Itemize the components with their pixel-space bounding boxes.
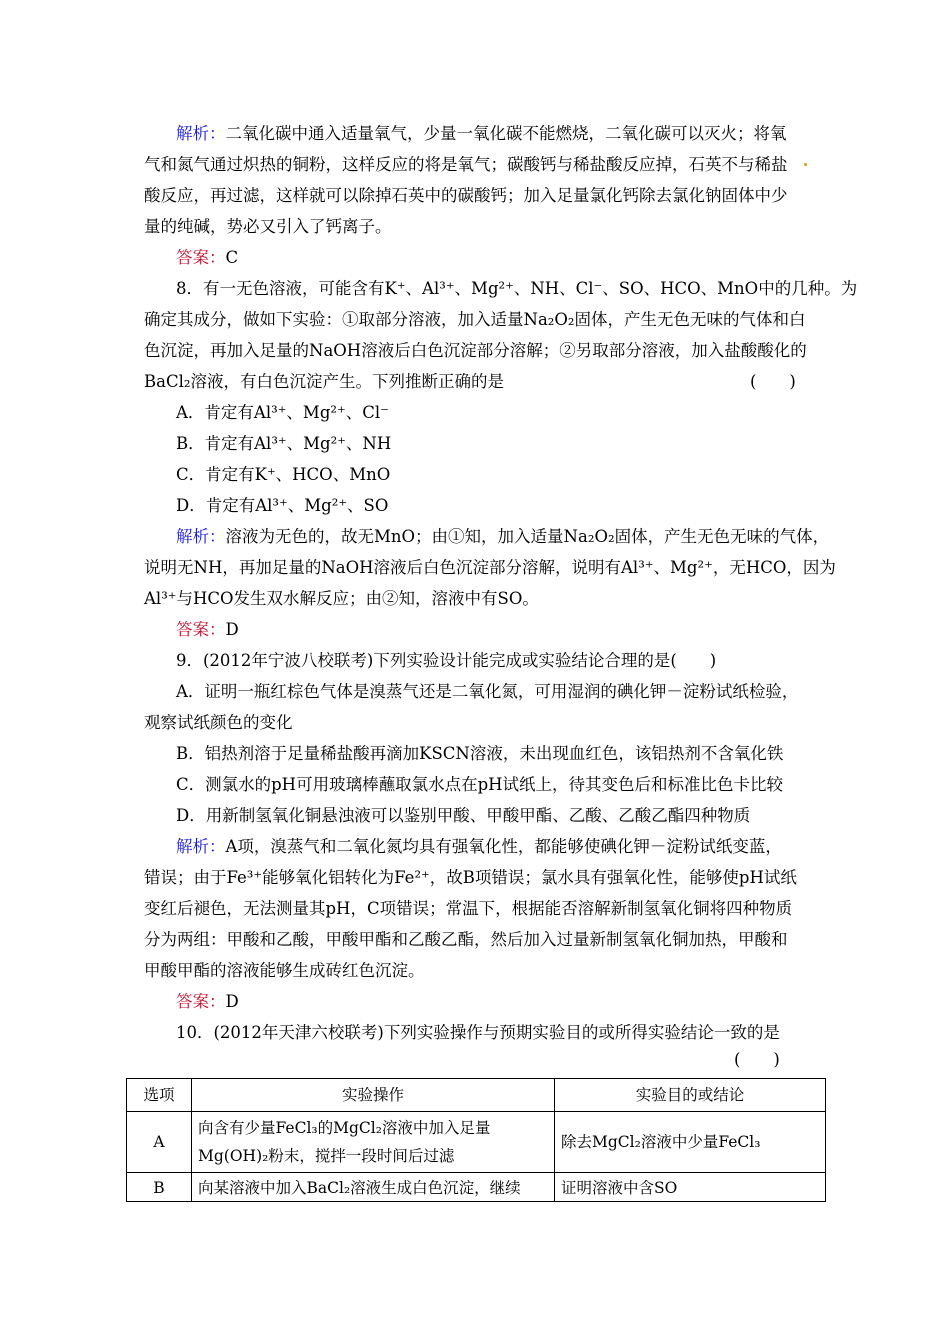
- q9-stem: 9．(2012年宁波八校联考)下列实验设计能完成或实验结论合理的是( ): [176, 651, 717, 670]
- q7-analysis-line-3: 酸反应，再过滤，这样就可以除掉石英中的碳酸钙；加入足量氯化钙除去氯化钠固体中少: [144, 186, 788, 205]
- q8-option-c: C．肯定有K⁺、HCO、MnO: [176, 465, 391, 484]
- q8-option-a: A．肯定有Al³⁺、Mg²⁺、Cl⁻: [176, 403, 389, 422]
- table-cell-conclusion: 除去MgCl₂溶液中少量FeCl₃: [555, 1112, 826, 1173]
- table-header-option: 选项: [127, 1079, 192, 1112]
- decorative-dot: [804, 163, 807, 166]
- q9-analysis-line-3: 变红后褪色，无法测量其pH，C项错误；常温下，根据能否溶解新制氢氧化铜将四种物质: [144, 899, 793, 918]
- operation-line: 向某溶液中加入BaCl₂溶液生成白色沉淀，继续: [198, 1179, 521, 1197]
- operation-line: 向含有少量FeCl₃的MgCl₂溶液中加入足量: [198, 1119, 491, 1137]
- q7-analysis-line-2: 气和氮气通过炽热的铜粉，这样反应的将是氧气；碳酸钙与稀盐酸反应掉，石英不与稀盐: [144, 155, 788, 174]
- operation-line: Mg(OH)₂粉末，搅拌一段时间后过滤: [198, 1147, 455, 1165]
- q8-option-d: D．肯定有Al³⁺、Mg²⁺、SO: [176, 496, 389, 515]
- q9-analysis-line-2: 错误；由于Fe³⁺能够氧化铝转化为Fe²⁺，故B项错误；氯水具有强氧化性，能够使pH试纸: [144, 868, 797, 887]
- q8-answer-paren: ( ): [750, 372, 796, 391]
- answer-label: 答案：: [176, 620, 226, 639]
- q9-option-c: C．测氯水的pH可用玻璃棒蘸取氯水点在pH试纸上，待其变色后和标准比色卡比较: [176, 775, 784, 794]
- answer-label: 答案：: [176, 992, 226, 1011]
- q8-option-b: B．肯定有Al³⁺、Mg²⁺、NH: [176, 434, 392, 453]
- q8-analysis-line-3: Al³⁺与HCO发生双水解反应；由②知，溶液中有SO。: [144, 589, 539, 608]
- table-header-operation: 实验操作: [192, 1079, 555, 1112]
- q9-analysis-line-4: 分为两组：甲酸和乙酸，甲酸甲酯和乙酸乙酯，然后加入过量新制氢氧化铜加热，甲酸和: [144, 930, 788, 949]
- q8-stem-line-4: BaCl₂溶液，有白色沉淀产生。下列推断正确的是: [144, 372, 504, 391]
- q10-table: [126, 1078, 826, 1202]
- q10-answer-paren: ( ): [734, 1050, 780, 1069]
- table-row: [127, 1112, 826, 1173]
- table-cell-option: B: [127, 1173, 192, 1202]
- q8-analysis-line-2: 说明无NH，再加足量的NaOH溶液后白色沉淀部分溶解，说明有Al³⁺、Mg²⁺，无HCO，因为: [144, 558, 836, 577]
- table-cell-option: A: [127, 1112, 192, 1173]
- q9-option-a-line-1: A．证明一瓶红棕色气体是溴蒸气还是二氧化氮，可用湿润的碘化钾－淀粉试纸检验，: [176, 682, 799, 701]
- q8-answer: 答案：D: [176, 620, 239, 639]
- table-header-conclusion: 实验目的或结论: [555, 1079, 826, 1112]
- q8-stem-line-3: 色沉淀，再加入足量的NaOH溶液后白色沉淀部分溶解；②另取部分溶液，加入盐酸酸化的: [144, 341, 807, 360]
- q8-stem-line-2: 确定其成分，做如下实验：①取部分溶液，加入适量Na₂O₂固体，产生无色无味的气体和白: [144, 310, 806, 329]
- table-cell-operation: [192, 1112, 555, 1173]
- analysis-label: 解析：: [176, 124, 226, 143]
- q8-stem-line-1: 8．有一无色溶液，可能含有K⁺、Al³⁺、Mg²⁺、NH、Cl⁻、SO、HCO、MnO中的几种。为: [176, 279, 858, 298]
- table-row: [127, 1173, 826, 1202]
- table-header-row: [127, 1079, 826, 1112]
- q9-option-d: D．用新制氢氧化铜悬浊液可以鉴别甲酸、甲酸甲酯、乙酸、乙酸乙酯四种物质: [176, 806, 751, 825]
- analysis-label: 解析：: [176, 837, 226, 856]
- q9-option-b: B．铝热剂溶于足量稀盐酸再滴加KSCN溶液，未出现血红色，该铝热剂不含氧化铁: [176, 744, 784, 763]
- q9-answer: 答案：D: [176, 992, 239, 1011]
- q9-analysis-line-5: 甲酸甲酯的溶液能够生成砖红色沉淀。: [144, 961, 425, 980]
- analysis-label: 解析：: [176, 527, 226, 546]
- q9-option-a-line-2: 观察试纸颜色的变化: [144, 713, 293, 732]
- q7-answer: 答案：C: [176, 248, 239, 267]
- table-cell-conclusion: 证明溶液中含SO: [555, 1173, 826, 1202]
- q8-analysis-line-1: 解析：溶液为无色的，故无MnO；由①知，加入适量Na₂O₂固体，产生无色无味的气体，: [176, 527, 830, 546]
- table-cell-operation: [192, 1173, 555, 1202]
- q9-analysis-line-1: 解析：A项，溴蒸气和二氧化氮均具有强氧化性，都能够使碘化钾－淀粉试纸变蓝，: [176, 837, 782, 856]
- q7-analysis-line-4: 量的纯碱，势必又引入了钙离子。: [144, 217, 392, 236]
- q10-stem: 10．(2012年天津六校联考)下列实验操作与预期实验目的或所得实验结论一致的是: [176, 1023, 780, 1042]
- answer-label: 答案：: [176, 248, 226, 267]
- q7-analysis-line-1: 解析：二氧化碳中通入适量氧气，少量一氧化碳不能燃烧，二氧化碳可以灭火；将氧: [176, 124, 787, 143]
